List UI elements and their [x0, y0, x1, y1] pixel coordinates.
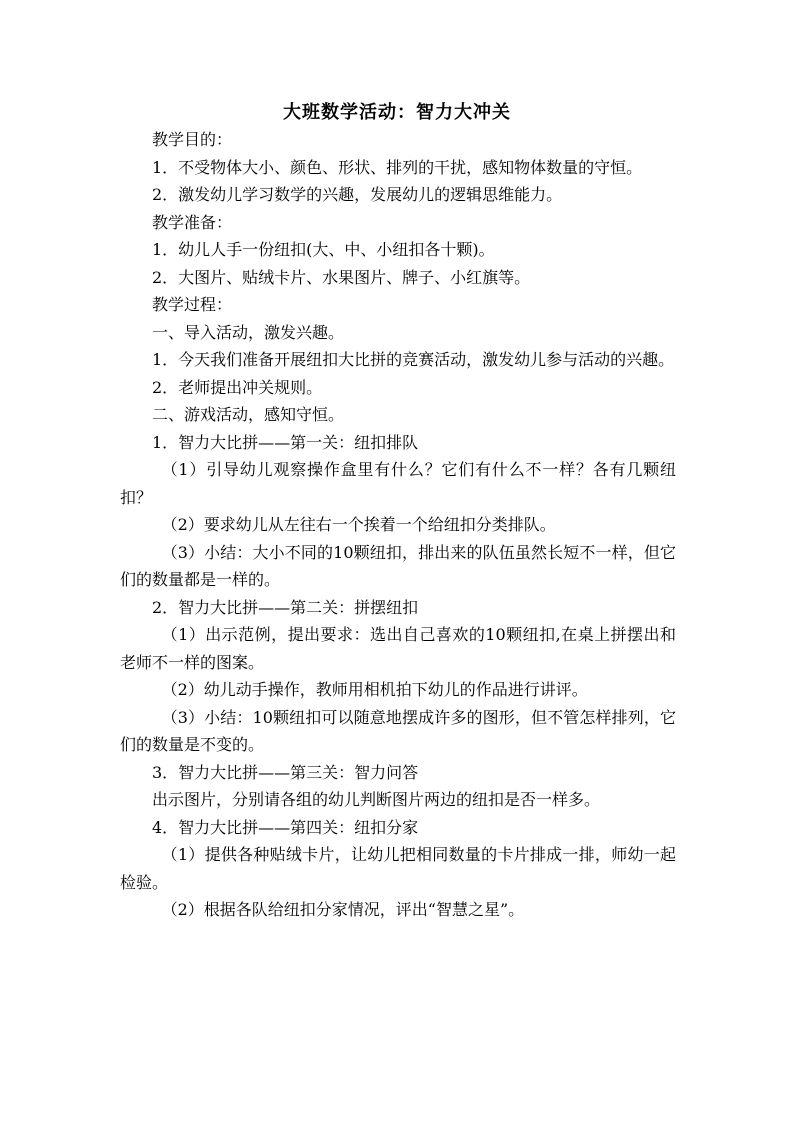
paragraph: 教学准备： — [152, 212, 233, 232]
paragraph: （3）小结：大小不同的10颗纽扣，排出来的队伍虽然长短不一样，但它们的数量都是一样的。 — [120, 542, 676, 589]
paragraph: 出示图片，分别请各组的幼儿判断图片两边的纽扣是否一样多。 — [152, 790, 601, 809]
paragraph: 教学过程： — [152, 295, 233, 314]
paragraph: （1）出示范例，提出要求：选出自己喜欢的10颗纽扣,在桌上拼摆出和老师不一样的图案。 — [120, 625, 676, 672]
paragraph: 2．大图片、贴绒卡片、水果图片、牌子、小红旗等。 — [152, 267, 531, 287]
paragraph: 1．幼儿人手一份纽扣(大、中、小纽扣各十颗)。 — [152, 240, 495, 259]
paragraph: 3．智力大比拼——第三关：智力问答 — [152, 762, 419, 782]
paragraph: （2）根据各队给纽扣分家情况，评出“智慧之星”。 — [161, 900, 525, 919]
paragraph: 2．激发幼儿学习数学的兴趣，发展幼儿的逻辑思维能力。 — [152, 185, 563, 204]
paragraph: 4．智力大比拼——第四关：纽扣分家 — [152, 817, 419, 837]
paragraph: （1）提供各种贴绒卡片，让幼儿把相同数量的卡片排成一排，师幼一起检验。 — [120, 845, 676, 892]
paragraph: 1．今天我们准备开展纽扣大比拼的竞赛活动，激发幼儿参与活动的兴趣。 — [152, 350, 675, 369]
document-body — [120, 126, 676, 924]
paragraph: 2．老师提出冲关规则。 — [152, 377, 323, 397]
paragraph: 一、导入活动，激发兴趣。 — [152, 322, 345, 342]
paragraph: 2．智力大比拼——第二关：拼摆纽扣 — [152, 597, 419, 617]
paragraph: （2）要求幼儿从左往右一个挨着一个给纽扣分类排队。 — [161, 515, 556, 534]
paragraph: 1．不受物体大小、颜色、形状、排列的干扰，感知物体数量的守恒。 — [152, 157, 643, 177]
paragraph: 1．智力大比拼——第一关：纽扣排队 — [152, 432, 419, 452]
paragraph: （2）幼儿动手操作，教师用相机拍下幼儿的作品进行讲评。 — [161, 680, 588, 699]
paragraph: 二、游戏活动，感知守恒。 — [152, 405, 345, 424]
paragraph: （3）小结：10颗纽扣可以随意地摆成许多的图形，但不管怎样排列，它们的数量是不变的。 — [120, 707, 676, 754]
paragraph: （1）引导幼儿观察操作盒里有什么？它们有什么不一样？各有几颗纽扣？ — [120, 460, 676, 507]
paragraph: 教学目的： — [152, 130, 233, 149]
document-title: 大班数学活动：智力大冲关 — [283, 102, 511, 123]
